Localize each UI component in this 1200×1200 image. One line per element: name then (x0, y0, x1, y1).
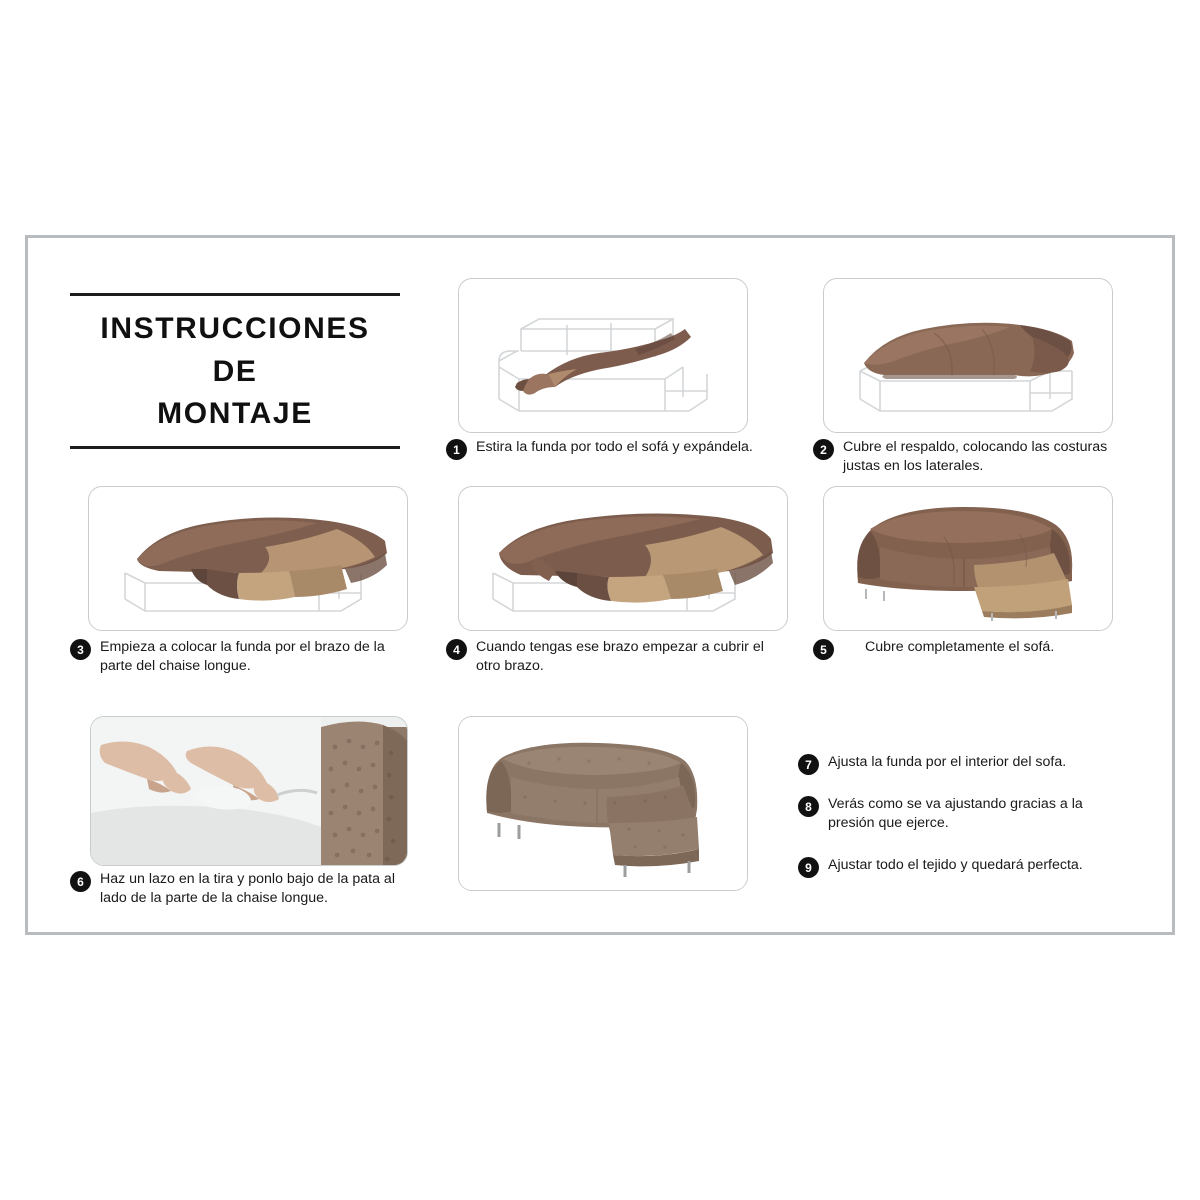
step-4-number: 4 (446, 639, 467, 660)
step-1-illustration (458, 278, 748, 433)
step-5-illustration (823, 486, 1113, 631)
step-6-text: Haz un lazo en la tira y ponlo bajo de la pata al lado de la parte de la chaise longue. (100, 871, 395, 906)
step-7-number: 7 (798, 754, 819, 775)
step-4-illustration (458, 486, 788, 631)
step-5-caption (813, 638, 1103, 660)
step-1-text: Estira la funda por todo el sofá y expándela. (476, 439, 753, 455)
step-1-caption (446, 438, 776, 460)
step-9-caption (798, 856, 1128, 878)
step-7-caption (798, 753, 1118, 775)
page-title (70, 293, 400, 449)
title-line-3: MONTAJE (157, 397, 313, 431)
step-2-text: Cubre el respaldo, colocando las costuras justas en los laterales. (843, 439, 1108, 474)
step-4-text: Cuando tengas ese brazo empezar a cubrir el otro brazo. (476, 639, 764, 674)
step-2-illustration (823, 278, 1113, 433)
step-5-text: Cubre completamente el sofá. (865, 639, 1055, 655)
step-2-number: 2 (813, 439, 834, 460)
step-5-number: 5 (813, 639, 834, 660)
step-8-number: 8 (798, 796, 819, 817)
title-text (70, 296, 400, 446)
title-line-2: DE (212, 354, 258, 388)
step-9-number: 9 (798, 857, 819, 878)
step-7-text: Ajusta la funda por el interior del sofa. (828, 754, 1067, 770)
step-2-caption (813, 438, 1123, 475)
step-3-illustration (88, 486, 408, 631)
step-8-caption (798, 795, 1118, 832)
step-6-number: 6 (70, 871, 91, 892)
instruction-sheet (25, 235, 1175, 935)
step-3-number: 3 (70, 639, 91, 660)
step-8-text: Verás como se va ajustando gracias a la presión que ejerce. (828, 796, 1083, 831)
step-6-caption (70, 870, 420, 907)
step-3-text: Empieza a colocar la funda por el brazo de la parte del chaise longue. (100, 639, 385, 674)
step-1-number: 1 (446, 439, 467, 460)
step-6-illustration (90, 716, 408, 866)
step-789-illustration (458, 716, 748, 891)
title-line-1: INSTRUCCIONES (100, 312, 370, 345)
step-4-caption (446, 638, 766, 675)
title-rule-bottom (70, 446, 400, 449)
step-9-text: Ajustar todo el tejido y quedará perfecta. (828, 857, 1083, 873)
step-3-caption (70, 638, 410, 675)
